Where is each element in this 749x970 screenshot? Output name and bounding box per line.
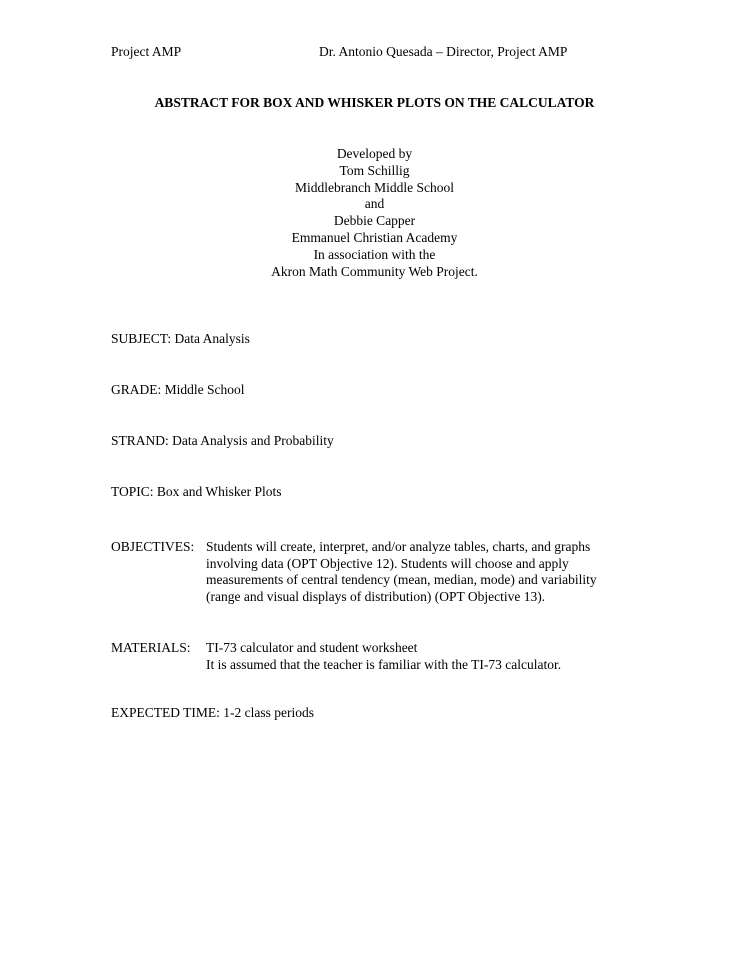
credits-block <box>0 146 749 280</box>
header-project-name: Project AMP <box>111 44 182 59</box>
header-director: Dr. Antonio Quesada – Director, Project AMP <box>319 44 568 59</box>
credits-line: In association with the <box>313 246 436 262</box>
credits-line: Akron Math Community Web Project. <box>271 263 478 279</box>
materials-label: MATERIALS: <box>111 640 191 655</box>
materials-line: TI-73 calculator and student worksheet <box>206 640 418 655</box>
objectives-line: Students will create, interpret, and/or analyze tables, charts, and graphs <box>206 539 591 554</box>
objectives-line: measurements of central tendency (mean, median, mode) and variability <box>206 572 597 588</box>
credits-line: Debbie Capper <box>333 213 416 229</box>
credits-line: and <box>364 196 385 212</box>
objectives-line: (range and visual displays of distribution) (OPT Objective 13). <box>206 588 546 604</box>
strand-field: STRAND: Data Analysis and Probability <box>111 433 334 448</box>
materials-line: It is assumed that the teacher is familiar with the TI-73 calculator. <box>206 656 562 672</box>
credits-line: Middlebranch Middle School <box>295 179 454 195</box>
objectives-text <box>206 539 626 605</box>
expected-time-field: EXPECTED TIME: 1-2 class periods <box>111 705 314 720</box>
credits-line: Emmanuel Christian Academy <box>291 229 458 245</box>
materials-text <box>206 640 561 673</box>
subject-field: SUBJECT: Data Analysis <box>111 331 250 346</box>
grade-field: GRADE: Middle School <box>111 382 245 397</box>
topic-field: TOPIC: Box and Whisker Plots <box>111 484 282 499</box>
objectives-label: OBJECTIVES: <box>111 539 195 554</box>
credits-line: Tom Schillig <box>339 162 410 178</box>
document-title: ABSTRACT FOR BOX AND WHISKER PLOTS ON THE CALCULATOR <box>154 95 595 110</box>
credits-line: Developed by <box>336 146 413 161</box>
objectives-line: involving data (OPT Objective 12). Students will choose and apply <box>206 555 569 571</box>
